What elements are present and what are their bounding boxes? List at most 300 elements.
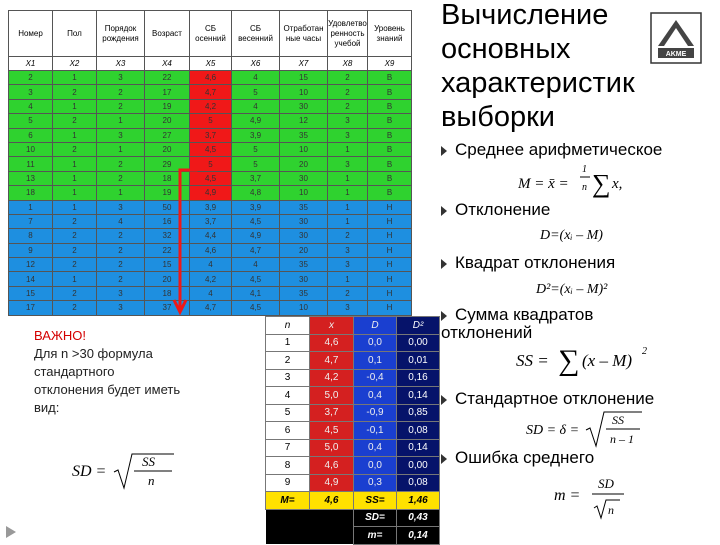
svg-text:x,: x, xyxy=(612,176,623,192)
column-header: Возраст xyxy=(145,11,190,57)
stats-row xyxy=(266,404,440,422)
table-row xyxy=(9,71,412,85)
bullet-mean: Среднее арифметическое xyxy=(441,140,662,160)
table-cell: 3 xyxy=(328,114,368,128)
table-cell: Н xyxy=(368,272,412,286)
table-cell: В xyxy=(368,128,412,142)
stats-row xyxy=(266,334,440,352)
stats-cell: 0,01 xyxy=(397,352,440,370)
table-row xyxy=(9,214,412,228)
table-header-row xyxy=(9,11,412,57)
table-cell: 3 xyxy=(328,301,368,315)
stats-cell: 0,4 xyxy=(354,387,397,405)
table-cell: 22 xyxy=(145,71,190,85)
stats-cell: 0,1 xyxy=(354,352,397,370)
table-cell: Н xyxy=(368,301,412,315)
table-row xyxy=(9,200,412,214)
table-cell: 1 xyxy=(53,272,97,286)
table-cell: 2 xyxy=(328,71,368,85)
table-cell: В xyxy=(368,99,412,113)
table-cell: 18 xyxy=(145,171,190,185)
variable-code: X1 xyxy=(9,57,53,71)
table-cell: 30 xyxy=(280,272,328,286)
bullet-arrow-icon xyxy=(441,395,447,405)
table-cell: 1 xyxy=(328,214,368,228)
stats-cell: 5,0 xyxy=(310,439,354,457)
table-cell: 35 xyxy=(280,200,328,214)
stats-cell: 0,00 xyxy=(397,457,440,475)
svg-text:SS =: SS = xyxy=(516,351,549,370)
stats-cell: 8 xyxy=(266,457,310,475)
column-header: СБ осенний xyxy=(190,11,232,57)
stats-header: x xyxy=(310,317,354,335)
table-cell: 29 xyxy=(145,157,190,171)
stats-cell xyxy=(310,527,354,545)
variable-code: X9 xyxy=(368,57,412,71)
table-cell: 4,6 xyxy=(190,243,232,257)
table-cell: 3 xyxy=(328,128,368,142)
bullet-arrow-icon xyxy=(441,454,447,464)
table-cell: 3,9 xyxy=(232,128,280,142)
table-cell: 6 xyxy=(9,128,53,142)
table-cell: 2 xyxy=(97,99,145,113)
table-cell: 1 xyxy=(97,114,145,128)
stats-header: n xyxy=(266,317,310,335)
data-table xyxy=(8,10,412,316)
table-cell: 12 xyxy=(9,258,53,272)
table-cell: 9 xyxy=(9,243,53,257)
stats-cell: 9 xyxy=(266,474,310,492)
page-title: Вычисление основных характеристик выборки xyxy=(441,0,635,133)
table-cell: 4,9 xyxy=(232,229,280,243)
stats-sd-row xyxy=(266,509,440,527)
table-cell: 30 xyxy=(280,229,328,243)
svg-text:SS: SS xyxy=(142,454,155,469)
table-cell: 2 xyxy=(97,85,145,99)
svg-text:1: 1 xyxy=(582,164,587,175)
variable-code: X7 xyxy=(280,57,328,71)
stats-cell: 4,9 xyxy=(310,474,354,492)
table-row xyxy=(9,99,412,113)
table-cell: 1 xyxy=(53,200,97,214)
table-cell: 2 xyxy=(97,171,145,185)
table-cell: 4 xyxy=(190,258,232,272)
table-cell: 1 xyxy=(328,186,368,200)
table-cell: В xyxy=(368,85,412,99)
table-row xyxy=(9,85,412,99)
table-cell: 4,2 xyxy=(190,272,232,286)
stats-cell: 5 xyxy=(266,404,310,422)
table-cell: 7 xyxy=(9,214,53,228)
table-cell: 30 xyxy=(280,214,328,228)
svg-text:n: n xyxy=(582,182,587,193)
table-cell: 50 xyxy=(145,200,190,214)
square-formula: D²=(xᵢ – M)² xyxy=(536,282,608,297)
stats-cell: 4,6 xyxy=(310,334,354,352)
variable-code: X8 xyxy=(328,57,368,71)
stats-row xyxy=(266,352,440,370)
stats-cell: 0,0 xyxy=(354,457,397,475)
table-cell: 3,9 xyxy=(190,200,232,214)
table-cell: 4 xyxy=(190,286,232,300)
table-cell: 16 xyxy=(145,214,190,228)
table-cell: 2 xyxy=(53,85,97,99)
column-header: Порядок рождения xyxy=(97,11,145,57)
variable-code-row xyxy=(9,57,412,71)
stats-row xyxy=(266,439,440,457)
table-cell: 13 xyxy=(9,171,53,185)
table-cell: 4,5 xyxy=(232,272,280,286)
table-cell: 2 xyxy=(97,229,145,243)
stats-cell: 4 xyxy=(266,387,310,405)
variable-code: X2 xyxy=(53,57,97,71)
svg-text:∑: ∑ xyxy=(558,344,580,376)
stats-cell: 0,85 xyxy=(397,404,440,422)
bullet-ss: Сумма квадратов отклонений xyxy=(441,305,594,342)
stats-header-row xyxy=(266,317,440,335)
svg-text:SS: SS xyxy=(612,413,624,427)
table-cell: 1 xyxy=(53,128,97,142)
table-cell: 2 xyxy=(53,301,97,315)
stats-row xyxy=(266,457,440,475)
svg-text:n: n xyxy=(608,503,614,517)
table-cell: 4 xyxy=(9,99,53,113)
table-cell: 17 xyxy=(145,85,190,99)
mean-label: M= xyxy=(266,492,310,510)
bullet-arrow-icon xyxy=(441,146,447,156)
table-row xyxy=(9,186,412,200)
stats-cell: 5,0 xyxy=(310,387,354,405)
stats-cell: 4,6 xyxy=(310,457,354,475)
m-value: 0,14 xyxy=(397,527,440,545)
table-cell: 3 xyxy=(97,301,145,315)
svg-text:(x – M): (x – M) xyxy=(582,351,633,370)
svg-text:∑: ∑ xyxy=(592,169,611,198)
se-formula xyxy=(554,470,634,522)
stats-cell: 7 xyxy=(266,439,310,457)
table-cell: 15 xyxy=(145,258,190,272)
table-cell: 4,8 xyxy=(232,186,280,200)
table-row xyxy=(9,128,412,142)
table-cell: 20 xyxy=(145,114,190,128)
stats-cell: 4,2 xyxy=(310,369,354,387)
table-cell: 3 xyxy=(97,71,145,85)
stats-cell: 0,0 xyxy=(354,334,397,352)
stats-row xyxy=(266,422,440,440)
table-cell: 3 xyxy=(9,85,53,99)
m-label: m= xyxy=(354,527,397,545)
stats-table xyxy=(265,316,440,545)
table-cell: 30 xyxy=(280,99,328,113)
table-cell: 32 xyxy=(145,229,190,243)
table-cell: 4,5 xyxy=(232,301,280,315)
table-cell: 37 xyxy=(145,301,190,315)
table-cell: 3 xyxy=(328,157,368,171)
stats-cell xyxy=(310,509,354,527)
nav-arrow-icon[interactable] xyxy=(4,525,18,539)
table-cell: 2 xyxy=(53,214,97,228)
table-cell: 4,2 xyxy=(190,99,232,113)
table-cell: 19 xyxy=(145,186,190,200)
table-cell: 11 xyxy=(9,157,53,171)
table-cell: 2 xyxy=(328,85,368,99)
svg-text:SD: SD xyxy=(598,476,614,491)
table-cell: В xyxy=(368,114,412,128)
column-header: Удовлетво ренность учебой xyxy=(328,11,368,57)
stats-cell: 0,3 xyxy=(354,474,397,492)
table-cell: 1 xyxy=(53,71,97,85)
table-cell: 10 xyxy=(280,301,328,315)
table-cell: 4,6 xyxy=(190,71,232,85)
table-cell: Н xyxy=(368,286,412,300)
ss-value: 1,46 xyxy=(397,492,440,510)
stats-cell: 6 xyxy=(266,422,310,440)
table-row xyxy=(9,301,412,315)
table-cell: 2 xyxy=(328,286,368,300)
stats-m-row xyxy=(266,527,440,545)
table-cell: 2 xyxy=(328,99,368,113)
table-cell: 18 xyxy=(145,286,190,300)
table-cell: 20 xyxy=(280,157,328,171)
table-cell: 3 xyxy=(97,200,145,214)
table-cell: 1 xyxy=(53,157,97,171)
stats-cell: 0,4 xyxy=(354,439,397,457)
table-cell: 2 xyxy=(97,157,145,171)
stats-cell: 0,14 xyxy=(397,387,440,405)
table-cell: 5 xyxy=(232,142,280,156)
bullet-arrow-icon xyxy=(441,206,447,216)
table-cell: 17 xyxy=(9,301,53,315)
table-cell: Н xyxy=(368,200,412,214)
stats-header: D xyxy=(354,317,397,335)
sd-value: 0,43 xyxy=(397,509,440,527)
stats-cell xyxy=(266,527,310,545)
stats-cell: -0,9 xyxy=(354,404,397,422)
table-cell: Н xyxy=(368,214,412,228)
table-row xyxy=(9,258,412,272)
table-cell: 2 xyxy=(328,229,368,243)
sd-label: SD= xyxy=(354,509,397,527)
table-cell: В xyxy=(368,142,412,156)
table-cell: 10 xyxy=(280,142,328,156)
stats-cell: 3,7 xyxy=(310,404,354,422)
sd-formula xyxy=(526,408,646,452)
table-cell: 1 xyxy=(328,171,368,185)
variable-code: X4 xyxy=(145,57,190,71)
table-cell: 1 xyxy=(97,186,145,200)
table-cell: 35 xyxy=(280,286,328,300)
table-row xyxy=(9,243,412,257)
table-cell: 8 xyxy=(9,229,53,243)
table-cell: 15 xyxy=(9,286,53,300)
table-cell: 10 xyxy=(280,85,328,99)
table-cell: 2 xyxy=(9,71,53,85)
table-cell: 3 xyxy=(97,286,145,300)
table-cell: 2 xyxy=(97,243,145,257)
table-cell: 35 xyxy=(280,258,328,272)
table-cell: Н xyxy=(368,243,412,257)
table-cell: 5 xyxy=(9,114,53,128)
table-row xyxy=(9,286,412,300)
table-cell: 3,7 xyxy=(190,128,232,142)
stats-cell: 4,5 xyxy=(310,422,354,440)
table-cell: 10 xyxy=(9,142,53,156)
table-cell: 2 xyxy=(53,286,97,300)
stats-cell: 0,08 xyxy=(397,422,440,440)
table-cell: 2 xyxy=(53,142,97,156)
table-cell: 1 xyxy=(97,142,145,156)
note-text: Для n >30 формула стандартного отклонения будет иметь вид: xyxy=(34,346,181,415)
column-header: СБ весенний xyxy=(232,11,280,57)
svg-text:n – 1: n – 1 xyxy=(610,432,634,446)
stats-cell: 0,14 xyxy=(397,439,440,457)
table-cell: 4,1 xyxy=(232,286,280,300)
column-header: Отработан ные часы xyxy=(280,11,328,57)
table-cell: 4 xyxy=(232,258,280,272)
table-cell: 2 xyxy=(53,114,97,128)
table-row xyxy=(9,114,412,128)
table-row xyxy=(9,142,412,156)
table-cell: 20 xyxy=(145,142,190,156)
svg-text:n: n xyxy=(148,473,155,488)
table-cell: 1 xyxy=(53,186,97,200)
table-cell: 1 xyxy=(9,200,53,214)
table-cell: 5 xyxy=(232,157,280,171)
svg-text:SD =: SD = xyxy=(72,463,107,480)
table-cell: 4,7 xyxy=(232,243,280,257)
table-cell: 27 xyxy=(145,128,190,142)
important-note xyxy=(34,327,184,417)
table-cell: Н xyxy=(368,258,412,272)
table-cell: 5 xyxy=(190,114,232,128)
table-cell: 1 xyxy=(328,142,368,156)
stats-cell: 0,08 xyxy=(397,474,440,492)
svg-text:m =: m = xyxy=(554,487,581,504)
table-cell: 4 xyxy=(232,71,280,85)
table-cell: 20 xyxy=(280,243,328,257)
bullet-arrow-icon xyxy=(441,311,447,321)
table-cell: 1 xyxy=(328,272,368,286)
stats-header: D² xyxy=(397,317,440,335)
table-cell: В xyxy=(368,171,412,185)
table-row xyxy=(9,157,412,171)
table-cell: 4 xyxy=(97,214,145,228)
variable-code: X6 xyxy=(232,57,280,71)
table-cell: 18 xyxy=(9,186,53,200)
table-row xyxy=(9,171,412,185)
ss-label: SS= xyxy=(354,492,397,510)
table-cell: 3,9 xyxy=(232,200,280,214)
column-header: Пол xyxy=(53,11,97,57)
svg-text:SD = δ =: SD = δ = xyxy=(526,423,580,438)
table-cell: 3,7 xyxy=(190,214,232,228)
table-cell: 4,7 xyxy=(190,301,232,315)
svg-text:2: 2 xyxy=(642,346,647,357)
table-cell: 1 xyxy=(53,171,97,185)
stats-row xyxy=(266,369,440,387)
stats-cell xyxy=(266,509,310,527)
table-cell: 3 xyxy=(328,258,368,272)
bullet-se: Ошибка среднего xyxy=(441,448,594,468)
table-body xyxy=(9,57,412,316)
table-cell: 5 xyxy=(232,85,280,99)
table-cell: 4,5 xyxy=(190,142,232,156)
stats-row xyxy=(266,474,440,492)
table-cell: 4 xyxy=(232,99,280,113)
sd-large-sample-formula xyxy=(70,448,180,498)
svg-text:AKME: AKME xyxy=(665,51,687,58)
ss-formula xyxy=(516,340,666,376)
table-cell: 2 xyxy=(97,272,145,286)
table-cell: 2 xyxy=(53,229,97,243)
table-cell: 1 xyxy=(53,99,97,113)
stats-cell: -0,4 xyxy=(354,369,397,387)
variable-code: X5 xyxy=(190,57,232,71)
stats-summary-row xyxy=(266,492,440,510)
table-row xyxy=(9,229,412,243)
table-row xyxy=(9,272,412,286)
stats-cell: 0,00 xyxy=(397,334,440,352)
table-cell: 4,9 xyxy=(190,186,232,200)
table-cell: 4,4 xyxy=(190,229,232,243)
bullet-arrow-icon xyxy=(441,259,447,269)
table-cell: 15 xyxy=(280,71,328,85)
akme-logo xyxy=(650,12,702,64)
stats-cell: 2 xyxy=(266,352,310,370)
table-cell: 5 xyxy=(190,157,232,171)
table-cell: 3 xyxy=(97,128,145,142)
column-header: Номер xyxy=(9,11,53,57)
column-header: Уровень знаний xyxy=(368,11,412,57)
table-cell: 3 xyxy=(328,243,368,257)
table-cell: 22 xyxy=(145,243,190,257)
table-cell: В xyxy=(368,71,412,85)
table-cell: 1 xyxy=(328,200,368,214)
table-cell: 20 xyxy=(145,272,190,286)
bullet-sd: Стандартное отклонение xyxy=(441,389,654,409)
stats-cell: 3 xyxy=(266,369,310,387)
table-cell: 30 xyxy=(280,171,328,185)
table-cell: 4,5 xyxy=(232,214,280,228)
mean-value: 4,6 xyxy=(310,492,354,510)
red-arrow-icon xyxy=(170,160,210,320)
stats-cell: -0,1 xyxy=(354,422,397,440)
bullet-square: Квадрат отклонения xyxy=(441,253,615,273)
stats-row xyxy=(266,387,440,405)
variable-code: X3 xyxy=(97,57,145,71)
table-cell: 12 xyxy=(280,114,328,128)
table-cell: Н xyxy=(368,229,412,243)
stats-cell: 0,16 xyxy=(397,369,440,387)
stats-cell: 1 xyxy=(266,334,310,352)
table-cell: 3,7 xyxy=(232,171,280,185)
table-cell: 4,7 xyxy=(190,85,232,99)
table-cell: 2 xyxy=(97,258,145,272)
stats-cell: 4,7 xyxy=(310,352,354,370)
mean-formula xyxy=(518,160,638,204)
table-cell: 2 xyxy=(53,258,97,272)
table-cell: В xyxy=(368,157,412,171)
table-cell: 19 xyxy=(145,99,190,113)
bullet-deviation: Отклонение xyxy=(441,200,550,220)
table-cell: 4,5 xyxy=(190,171,232,185)
table-cell: 2 xyxy=(53,243,97,257)
note-important-label: ВАЖНО! xyxy=(34,328,87,343)
deviation-formula: D=(xᵢ – M) xyxy=(540,228,603,243)
svg-text:M = x̄ =: M = x̄ = xyxy=(518,176,569,192)
table-cell: В xyxy=(368,186,412,200)
table-cell: 4,9 xyxy=(232,114,280,128)
